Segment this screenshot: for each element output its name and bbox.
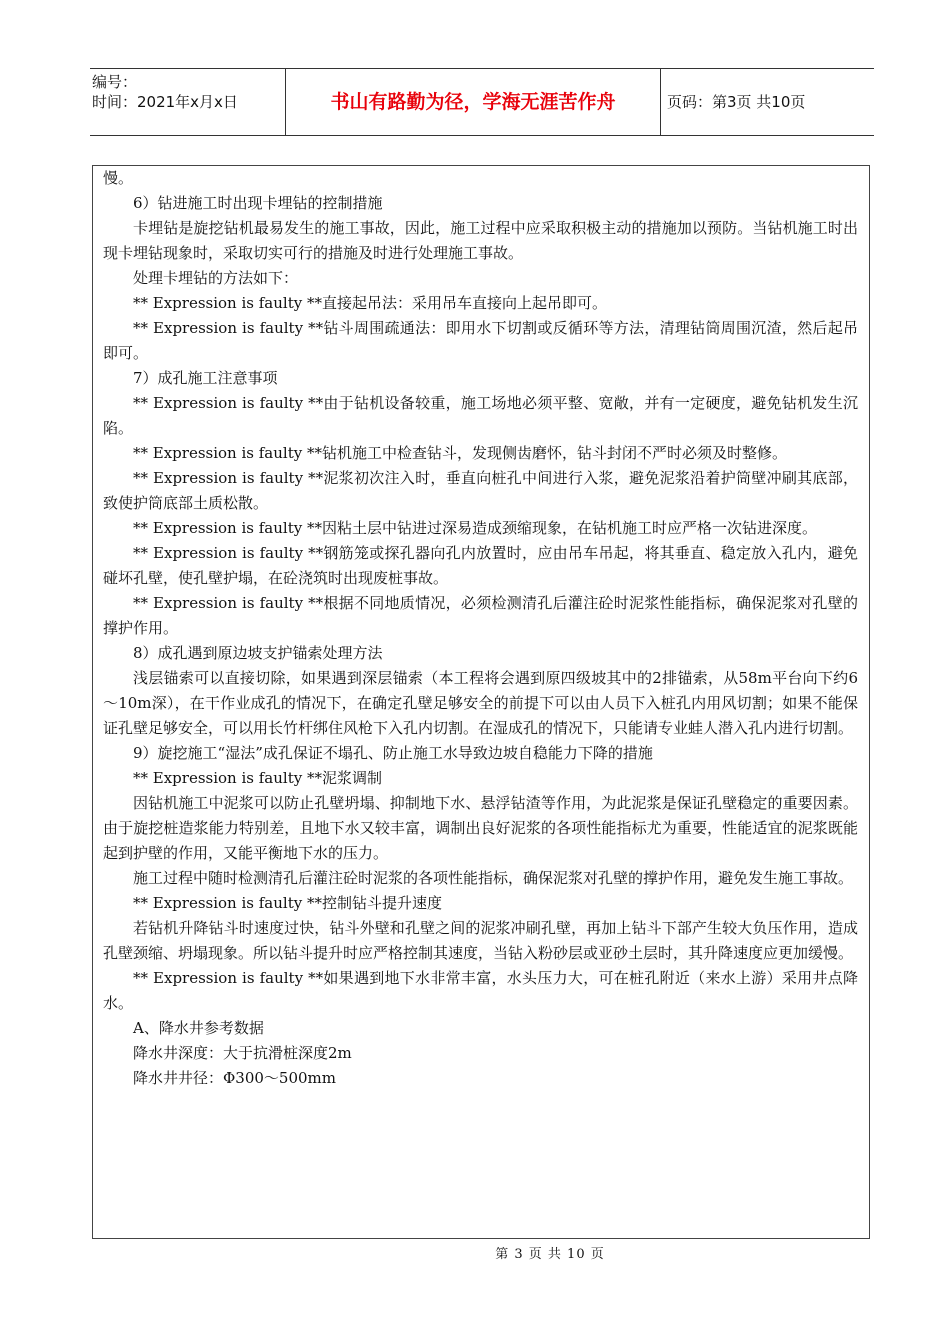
paragraph: 慢。	[103, 169, 134, 187]
paragraph: 若钻机升降钻斗时速度过快，钻斗外壁和孔壁之间的泥浆冲刷孔壁，再加上钻斗下部产生较大负压作用，造成孔壁颈缩、坍塌现象。所以钻斗提升时应严格控制其速度，当钻入粉砂层或亚砂土层时，其升降速度应更加缓慢。	[103, 919, 858, 962]
list-item: ** Expression is faulty **如果遇到地下水非常丰富，水头压力大，可在桩孔附近（来水上游）采用井点降水。	[103, 969, 858, 1012]
header-meta	[90, 69, 284, 138]
document-number: 编号：	[92, 73, 138, 91]
paragraph: 因钻机施工中泥浆可以防止孔壁坍塌、抑制地下水、悬浮钻渣等作用，为此泥浆是保证孔壁稳定的重要因素。由于旋挖桩造浆能力特别差，且地下水又较丰富，调制出良好泥浆的各项性能指标尤为重要，性能适宜的泥浆既能起到护壁的作用，又能平衡地下水的压力。	[103, 794, 858, 862]
list-item: ** Expression is faulty **控制钻斗提升速度	[133, 894, 442, 912]
paragraph: 浅层锚索可以直接切除，如果遇到深层锚索（本工程将会遇到原四级坡其中的2排锚索，从58m平台向下约6～10m深），在干作业成孔的情况下，在确定孔壁足够安全的前提下可以由人员下入桩孔内用风切割；如果不能保证孔壁足够安全，可以用长竹杆绑住风枪下入孔内切割。在湿成孔的情况下，只能请专业蛙人潜入孔内进行切割。	[103, 669, 858, 737]
content-frame	[92, 165, 870, 1239]
list-item: ** Expression is faulty **泥浆初次注入时，垂直向桩孔中间进行入浆，避免泥浆沿着护筒壁冲刷其底部，致使护筒底部土质松散。	[103, 469, 858, 512]
page-header	[90, 68, 874, 136]
list-item: ** Expression is faulty **泥浆调制	[133, 769, 382, 787]
paragraph: 降水井深度：大于抗滑桩深度2m	[133, 1044, 352, 1062]
document-body	[103, 166, 858, 1091]
page-footer	[0, 1243, 950, 1262]
document-date: 时间：2021年x月x日	[92, 93, 238, 111]
footer-page-number: 第 3 页 共 10 页	[495, 1247, 605, 1262]
list-item: ** Expression is faulty **钻斗周围疏通法：即用水下切割或反循环等方法，清理钻筒周围沉渣，然后起吊即可。	[103, 319, 858, 362]
paragraph: 卡埋钻是旋挖钻机最易发生的施工事故，因此，施工过程中应采取积极主动的措施加以预防。当钻机施工时出现卡埋钻现象时，采取切实可行的措施及时进行处理施工事故。	[103, 219, 858, 262]
list-item: ** Expression is faulty **钻机施工中检查钻斗，发现侧齿磨怀，钻斗封闭不严时必须及时整修。	[133, 444, 787, 462]
section-heading: 9）旋挖施工“湿法”成孔保证不塌孔、防止施工水导致边坡自稳能力下降的措施	[133, 744, 653, 762]
section-heading: 6）钻进施工时出现卡埋钻的控制措施	[133, 194, 383, 212]
paragraph: 降水井井径：Φ300～500mm	[133, 1069, 337, 1087]
header-motto: 书山有路勤为径，学海无涯苦作舟	[285, 69, 661, 135]
paragraph: 施工过程中随时检测清孔后灌注砼时泥浆的各项性能指标，确保泥浆对孔壁的撑护作用，避免发生施工事故。	[133, 869, 854, 887]
section-heading: 8）成孔遇到原边坡支护锚索处理方法	[133, 644, 383, 662]
list-item: ** Expression is faulty **因粘土层中钻进过深易造成颈缩现象，在钻机施工时应严格一次钻进深度。	[133, 519, 817, 537]
list-item: ** Expression is faulty **钢筋笼或探孔器向孔内放置时，应由吊车吊起，将其垂直、稳定放入孔内，避免碰坏孔壁，使孔壁护塌，在砼浇筑时出现废桩事故。	[103, 544, 858, 587]
sub-heading: A、降水井参考数据	[133, 1019, 264, 1037]
header-page-number: 页码：第3页 共10页	[667, 93, 806, 111]
list-item: ** Expression is faulty **由于钻机设备较重，施工场地必须平整、宽敞，并有一定硬度，避免钻机发生沉陷。	[103, 394, 858, 437]
list-item: ** Expression is faulty **根据不同地质情况，必须检测清孔后灌注砼时泥浆性能指标，确保泥浆对孔壁的撑护作用。	[103, 594, 858, 637]
list-item: ** Expression is faulty **直接起吊法：采用吊车直接向上起吊即可。	[133, 294, 607, 312]
paragraph: 处理卡埋钻的方法如下：	[133, 269, 299, 287]
section-heading: 7）成孔施工注意事项	[133, 369, 278, 387]
